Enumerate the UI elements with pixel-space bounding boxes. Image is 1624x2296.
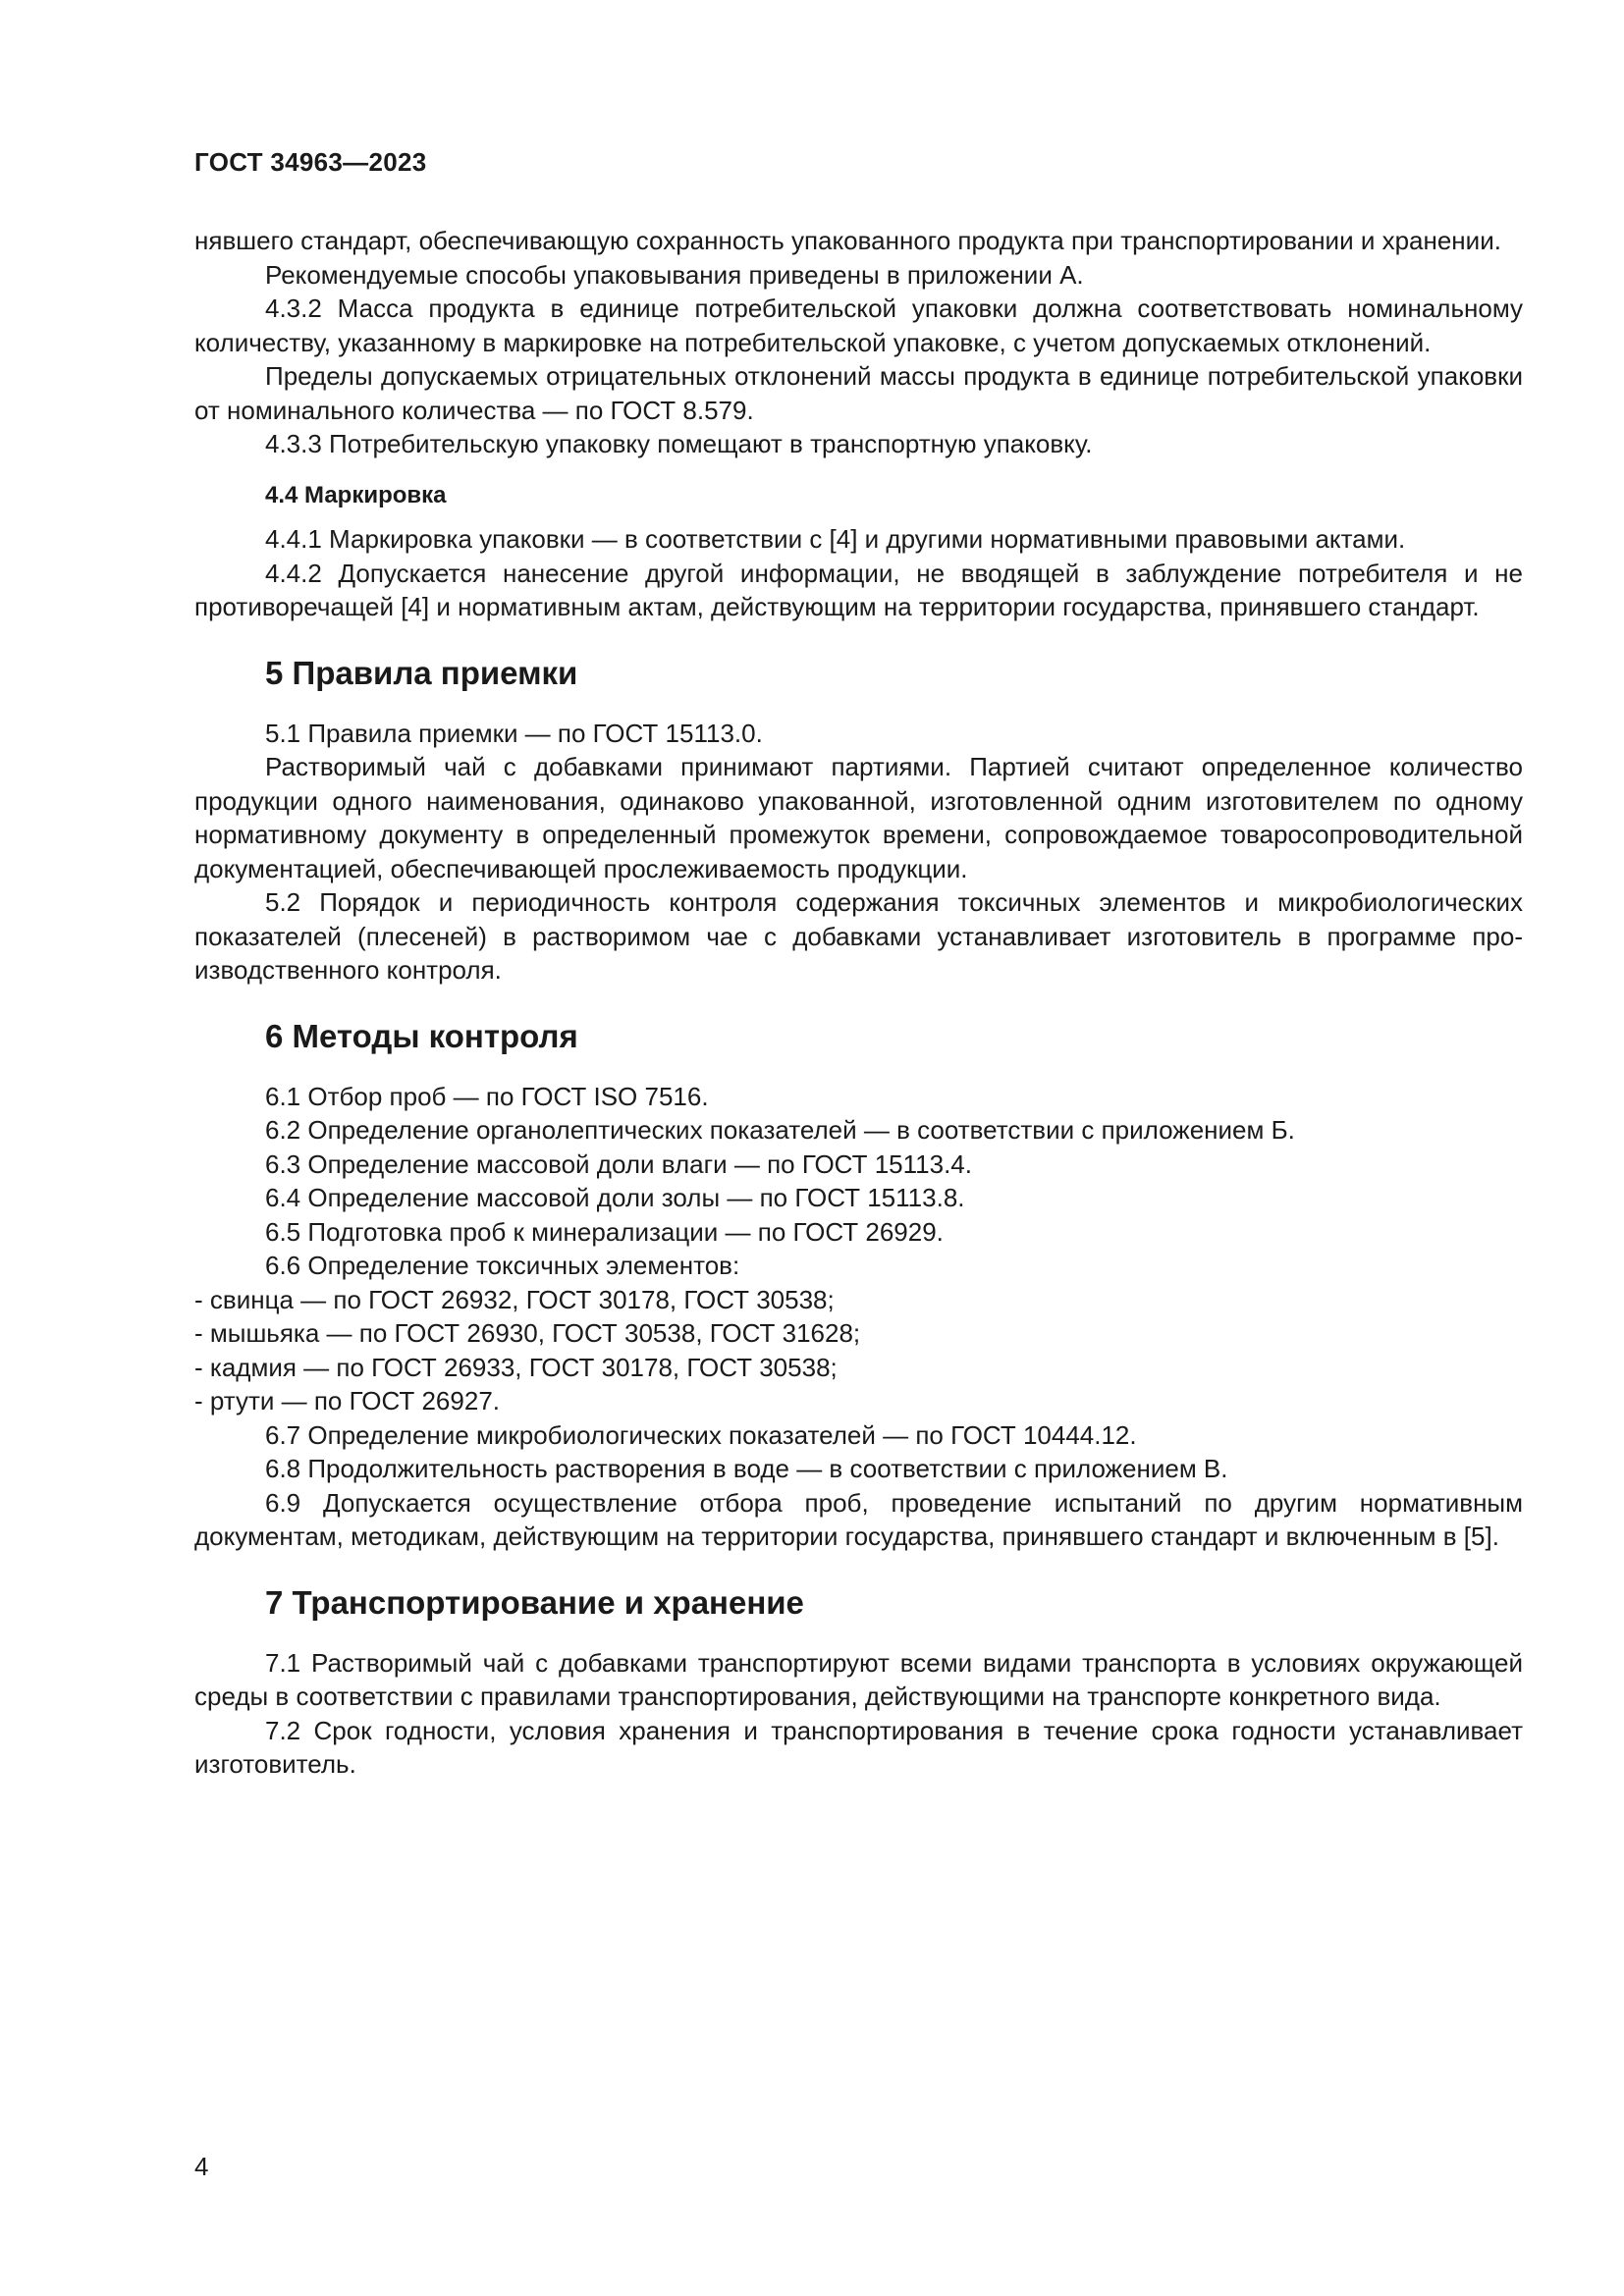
paragraph: 4.3.2 Масса продукта в единице потребительской упаковки должна соответствовать номинальному количеству, указанному в маркировке на потребительской упаковке, с учетом допускаемых отклонений. xyxy=(194,294,1523,357)
paragraph: 7.1 Растворимый чай с добавками транспортируют всеми видами транспорта в условиях окружающей среды в соответствии с правилами транспортирования, действующими на транспорте конкретного вида. xyxy=(194,1647,1523,1711)
list-item: - кадмия — по ГОСТ 26933, ГОСТ 30178, ГОСТ 30538; xyxy=(194,1352,838,1382)
paragraph: 5.1 Правила приемки — по ГОСТ 15113.0. xyxy=(265,718,763,748)
paragraph: 4.4.2 Допускается нанесение другой информации, не вводящей в заблуждение потребителя и не противоречащей [4] и нормативным актам, действующим на территории государства, принявшего стандарт. xyxy=(194,558,1523,621)
section-heading: 5 Правила приемки xyxy=(265,654,578,691)
paragraph: 4.4.1 Маркировка упаковки — в соответствии с [4] и другими нормативными правовыми актами. xyxy=(265,524,1406,554)
paragraph: 7.2 Срок годности, условия хранения и транспортирования в течение срока годности устанавливает изготовитель. xyxy=(194,1715,1523,1779)
paragraph: 6.6 Определение токсичных элементов: xyxy=(265,1251,740,1280)
paragraph: Рекомендуемые способы упаковывания приведены в приложении А. xyxy=(265,259,1084,290)
paragraph: 6.3 Определение массовой доли влаги — по ГОСТ 15113.4. xyxy=(265,1148,972,1179)
section-heading: 6 Методы контроля xyxy=(265,1017,578,1054)
paragraph: 6.2 Определение органолептических показателей — в соответствии с приложением Б. xyxy=(265,1115,1295,1145)
paragraph: 6.9 Допускается осуществление отбора проб, проведение испытаний по другим нормативным документам, методикам, действующим на территории государства, принявшего стандарт и включенным в [5]. xyxy=(194,1487,1523,1551)
paragraph: 6.4 Определение массовой доли золы — по ГОСТ 15113.8. xyxy=(265,1183,965,1212)
list-item: - мышьяка — по ГОСТ 26930, ГОСТ 30538, ГОСТ 31628; xyxy=(194,1318,861,1348)
paragraph: Растворимый чай с добавками принимают партиями. Партией считают определенное количество продукции одного наименования, одинаково упакованной, изготовленной одним изготовителем по одному нормативному документу в определенный промежуток времени, сопровождаемое товаросопроводительной документацией, обеспечивающей прослеживаемость продукции. xyxy=(194,752,1523,883)
list-item: - ртути — по ГОСТ 26927. xyxy=(194,1386,500,1415)
subsection-heading: 4.4 Маркировка xyxy=(265,481,447,508)
list-item: - свинца — по ГОСТ 26932, ГОСТ 30178, ГОСТ 30538; xyxy=(194,1284,835,1314)
document-body xyxy=(194,224,1523,1782)
paragraph: 6.8 Продолжительность растворения в воде — в соответствии с приложением В. xyxy=(265,1454,1228,1483)
paragraph: 6.5 Подготовка проб к минерализации — по ГОСТ 26929. xyxy=(265,1216,944,1247)
paragraph: нявшего стандарт, обеспечивающую сохранность упакованного продукта при транспортировании и хранении. xyxy=(194,226,1501,255)
paragraph: 5.2 Порядок и периодичность контроля содержания токсичных элементов и микробиологических показателей (плесеней) в растворимом чае с добавками устанавливает изготовитель в программе производственного контроля. xyxy=(194,887,1523,985)
page-number: 4 xyxy=(194,2152,209,2181)
paragraph: 4.3.3 Потребительскую упаковку помещают в транспортную упаковку. xyxy=(265,429,1093,458)
paragraph: 6.1 Отбор проб — по ГОСТ ISO 7516. xyxy=(265,1081,709,1111)
paragraph: 6.7 Определение микробиологических показателей — по ГОСТ 10444.12. xyxy=(265,1419,1137,1450)
document-header: ГОСТ 34963—2023 xyxy=(194,147,427,177)
paragraph: Пределы допускаемых отрицательных отклонений массы продукта в единице потребительской упаковки от номинального количества — по ГОСТ 8.579. xyxy=(194,361,1523,425)
section-heading: 7 Транспортирование и хранение xyxy=(265,1583,804,1621)
